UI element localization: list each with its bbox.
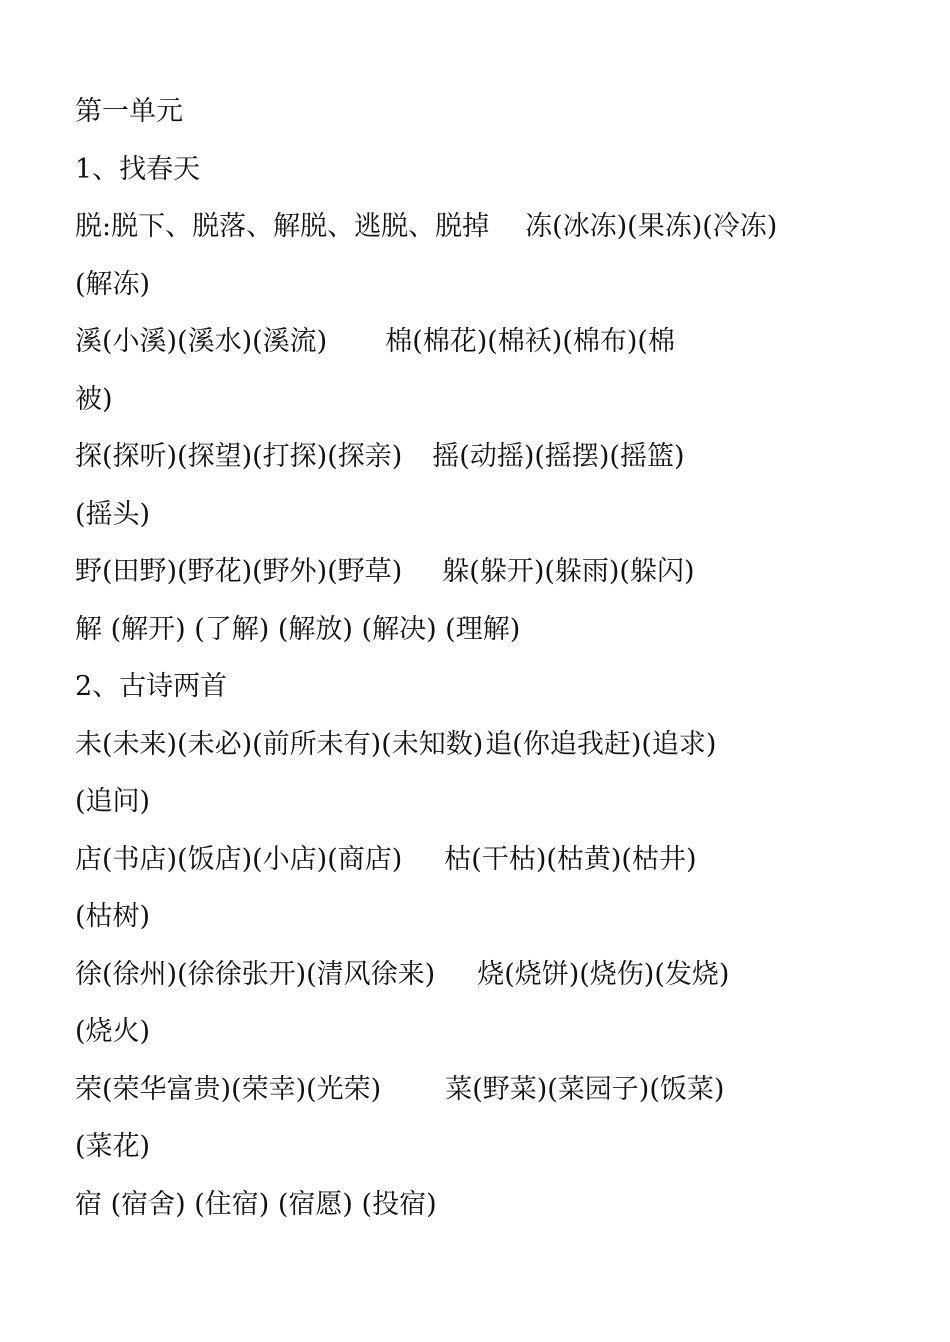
vocab-line <box>75 543 885 601</box>
vocab-line-continuation <box>75 486 885 544</box>
vocab-line-continuation <box>75 888 885 946</box>
vocab-line-continuation <box>75 1118 885 1176</box>
vocab-line-continuation <box>75 371 885 429</box>
vocab-line <box>75 601 885 659</box>
vocab-entry-mian-cont: 被) <box>75 383 113 415</box>
lesson-title <box>75 658 885 716</box>
vocab-entry-mian: 棉(棉花)(棉袄)(棉布)(棉 <box>385 326 675 357</box>
vocab-line-continuation <box>75 773 885 831</box>
vocab-line <box>75 946 885 1004</box>
vocab-line-continuation <box>75 1003 885 1061</box>
lesson-1-title-text: 1、找春天 <box>75 153 201 185</box>
vocab-entry-dian: 店(书店)(饭店)(小店)(商店) <box>75 843 403 875</box>
vocab-entry-ye: 野(田野)(野花)(野外)(野草) <box>75 556 403 587</box>
vocab-entry-cai-cont: (菜花) <box>75 1131 151 1162</box>
vocab-line <box>75 198 885 256</box>
vocab-entry-tuo: 脱:脱下、脱落、解脱、逃脱、脱掉 <box>75 211 490 242</box>
vocab-entry-shao: 烧(烧饼)(烧伤)(发烧) <box>477 958 730 990</box>
unit-title <box>75 83 885 141</box>
vocab-line <box>75 831 885 889</box>
vocab-entry-tan: 探(探听)(探望)(打探)(探亲) <box>75 441 403 472</box>
vocab-entry-xi: 溪(小溪)(溪水)(溪流) <box>75 326 328 357</box>
vocab-entry-zhui-cont: (追问) <box>75 786 151 817</box>
document-body <box>75 83 885 1233</box>
lesson-2-title-text: 2、古诗两首 <box>75 671 228 702</box>
vocab-entry-duo: 躲(躲开)(躲雨)(躲闪) <box>442 556 695 587</box>
vocab-entry-cai: 菜(野菜)(菜园子)(饭菜) <box>445 1073 725 1105</box>
vocab-line <box>75 1061 885 1119</box>
unit-title-text: 第一单元 <box>75 96 183 127</box>
vocab-entry-xu: 徐(徐州)(徐徐张开)(清风徐来) <box>75 958 436 990</box>
vocab-entry-shao-cont: (烧火) <box>75 1016 151 1047</box>
vocab-line <box>75 428 885 486</box>
vocab-entry-rong: 荣(荣华富贵)(荣幸)(光荣) <box>75 1073 382 1105</box>
vocab-entry-yao: 摇(动摇)(摇摆)(摇篮) <box>432 441 685 472</box>
vocab-entry-ku-cont: (枯树) <box>75 901 151 932</box>
vocab-line <box>75 313 885 371</box>
vocab-entry-dong: 冻(冰冻)(果冻)(冷冻) <box>525 211 778 242</box>
vocab-line <box>75 1176 885 1234</box>
vocab-entry-ku: 枯(干枯)(枯黄)(枯井) <box>444 843 697 875</box>
vocab-entry-zhui: 追(你追我赶)(追求) <box>485 728 717 760</box>
lesson-title <box>75 141 885 199</box>
vocab-entry-wei: 未(未来)(未必)(前所未有)(未知数) <box>75 728 484 760</box>
vocab-entry-su: 宿 (宿舍) (住宿) (宿愿) (投宿) <box>75 1188 437 1220</box>
vocab-line-continuation <box>75 256 885 314</box>
vocab-entry-jie: 解 (解开) (了解) (解放) (解决) (理解) <box>75 613 521 645</box>
vocab-entry-dong-cont: (解冻) <box>75 268 151 300</box>
vocab-line <box>75 716 885 774</box>
vocab-entry-yao-cont: (摇头) <box>75 498 151 530</box>
